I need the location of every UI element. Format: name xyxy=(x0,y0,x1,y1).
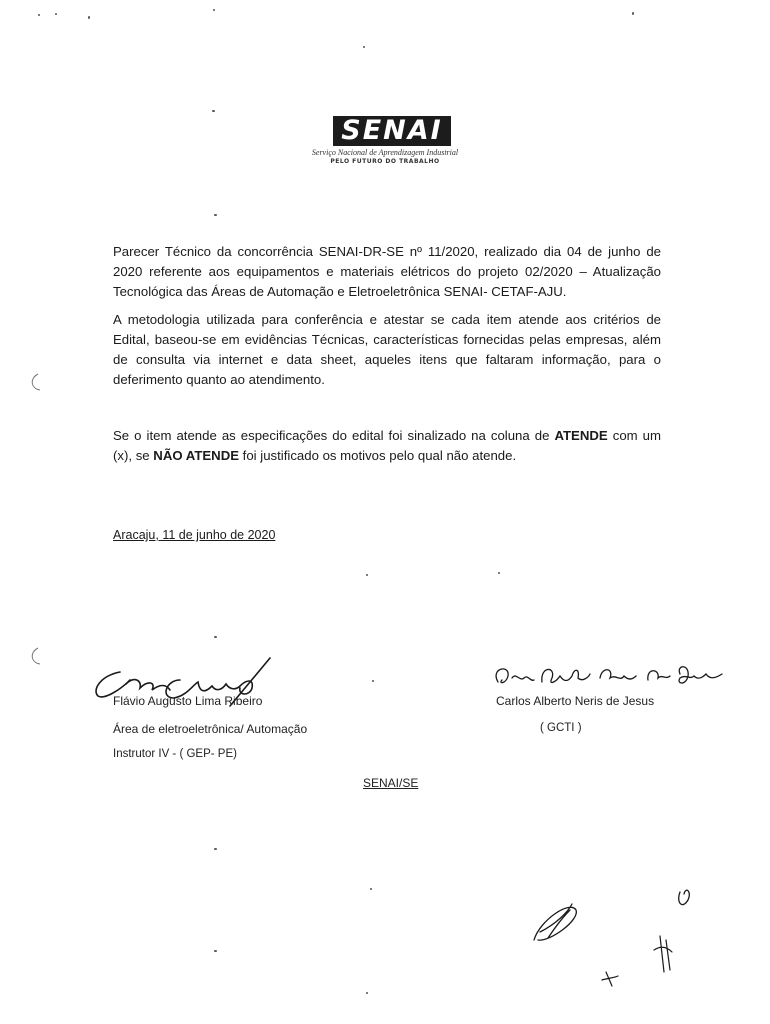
date-line: Aracaju, 11 de junho de 2020 xyxy=(113,528,276,542)
margin-mark xyxy=(28,372,50,394)
org-footer: SENAI/SE xyxy=(363,776,419,790)
paragraph-methodology: A metodologia utilizada para conferência e atestar se cada item atende aos critérios de Edital, baseou-se em evidências Técnicas, características fornecidas pelas empresas, além de consulta via internet e data sheet, aqueles itens que faltaram informação, para o deferimento quanto ao atendimento. xyxy=(113,312,661,387)
scan-speck xyxy=(363,46,365,48)
signatory-right-department: ( GCTI ) xyxy=(540,722,582,734)
criteria-text-3: foi justificado os motivos pelo qual não atende. xyxy=(239,448,517,463)
scan-speck xyxy=(632,12,634,15)
scan-speck xyxy=(214,636,217,638)
scan-speck xyxy=(370,888,372,890)
scan-speck xyxy=(214,214,217,216)
criteria-text-1: Se o item atende as especificações do edital foi sinalizado na coluna de xyxy=(113,428,555,443)
logo-tagline: PELO FUTURO DO TRABALHO xyxy=(330,158,440,165)
signature-right xyxy=(490,660,740,692)
handwritten-initials xyxy=(520,880,720,990)
criteria-atende: ATENDE xyxy=(554,428,608,443)
scan-speck xyxy=(366,574,368,576)
scan-speck xyxy=(212,110,215,112)
senai-logo: SENAI xyxy=(333,116,450,146)
margin-mark xyxy=(28,646,50,668)
scan-speck xyxy=(498,572,500,574)
scan-speck xyxy=(88,16,90,19)
logo-subtitle: Serviço Nacional de Aprendizagem Industrial xyxy=(311,148,459,157)
scan-speck xyxy=(38,14,40,16)
paragraph-criteria xyxy=(113,426,661,466)
criteria-nao-atende: NÃO ATENDE xyxy=(153,448,240,463)
paragraph-intro: Parecer Técnico da concorrência SENAI-DR-SE nº 11/2020, realizado dia 04 de junho de 2020 referente aos equipamentos e materiais elétricos do projeto 02/2020 – Atualização Tecnológica das Áreas de Automação e Eletroeletrônica SENAI- CETAF-AJU. xyxy=(113,244,661,299)
scan-speck xyxy=(372,680,374,682)
senai-letterhead xyxy=(280,116,490,165)
scan-speck xyxy=(214,848,217,850)
signatory-left-title: Instrutor IV - ( GEP- PE) xyxy=(113,748,237,760)
scan-speck xyxy=(366,992,368,994)
signatory-left-area: Área de eletroeletrônica/ Automação xyxy=(113,722,308,736)
scan-speck xyxy=(213,9,215,11)
scan-speck xyxy=(55,13,57,15)
signatory-left-name: Flávio Augusto Lima Ribeiro xyxy=(113,694,263,708)
criteria-text-2: com um (x), se xyxy=(113,428,661,463)
scan-speck xyxy=(214,950,217,952)
signatory-right-name: Carlos Alberto Neris de Jesus xyxy=(496,694,655,708)
